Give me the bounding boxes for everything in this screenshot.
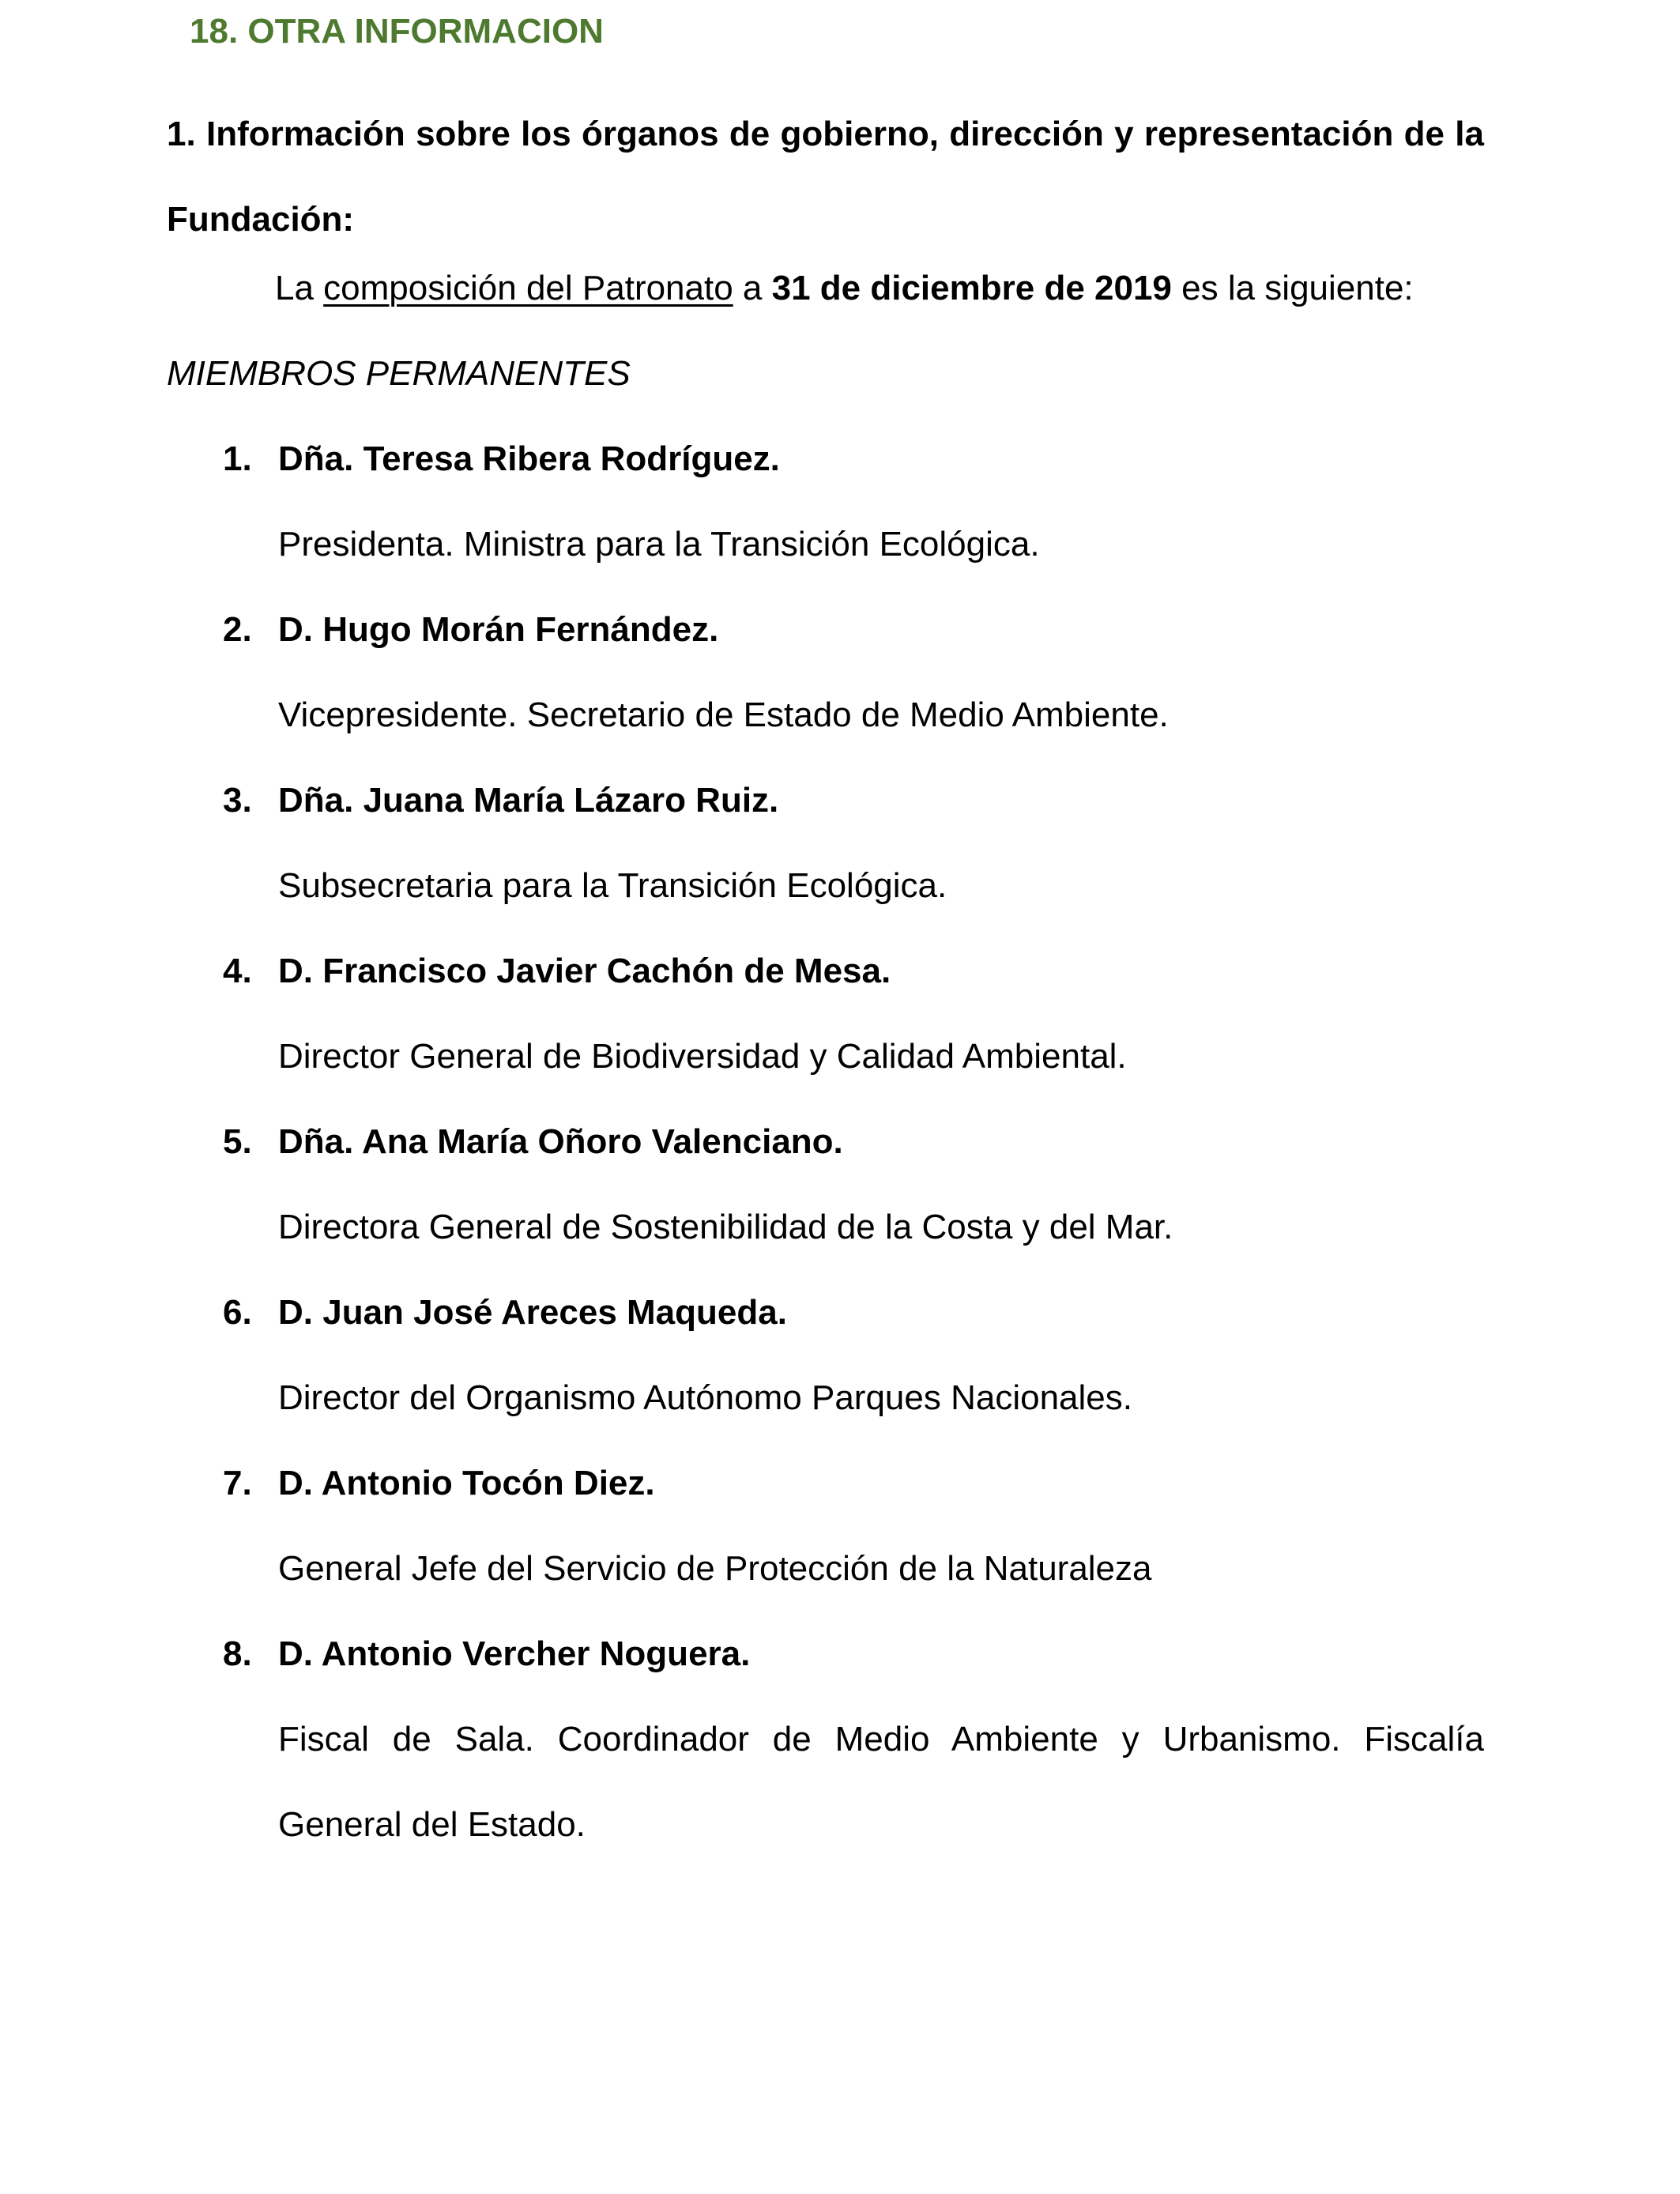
intro-prefix: La xyxy=(275,269,324,307)
intro-underlined: composición del Patronato xyxy=(323,269,733,307)
intro-paragraph xyxy=(275,265,1414,312)
member-role: Subsecretaria para la Transición Ecológica. xyxy=(278,866,947,905)
member-number: 2. xyxy=(223,610,252,649)
member-number: 5. xyxy=(223,1122,252,1161)
member-number: 3. xyxy=(223,781,252,820)
intro-suffix: es la siguiente: xyxy=(1171,269,1414,307)
member-name: Dña. Juana María Lázaro Ruiz. xyxy=(278,781,779,820)
intro-middle: a xyxy=(733,269,772,307)
member-name: D. Antonio Tocón Diez. xyxy=(278,1464,655,1502)
member-role: General Jefe del Servicio de Protección de la Naturaleza xyxy=(278,1549,1152,1588)
member-name: D. Antonio Vercher Noguera. xyxy=(278,1634,751,1673)
member-number: 4. xyxy=(223,952,252,990)
heading: 1. Información sobre los órganos de gobierno, dirección y representación de la Fundación: xyxy=(167,115,1484,239)
member-name: Dña. Ana María Oñoro Valenciano. xyxy=(278,1122,843,1161)
intro-date: 31 de diciembre de 2019 xyxy=(771,269,1172,307)
member-number: 1. xyxy=(223,439,252,478)
member-name: Dña. Teresa Ribera Rodríguez. xyxy=(278,439,780,478)
member-name: D. Juan José Areces Maqueda. xyxy=(278,1293,787,1332)
member-role: Fiscal de Sala. Coordinador de Medio Ambiente y Urbanismo. Fiscalía General del Estado. xyxy=(278,1720,1484,1844)
member-role: Director del Organismo Autónomo Parques Nacionales. xyxy=(278,1378,1132,1417)
member-number: 8. xyxy=(223,1634,252,1673)
member-role: Directora General de Sostenibilidad de la Costa y del Mar. xyxy=(278,1208,1173,1246)
member-name: D. Francisco Javier Cachón de Mesa. xyxy=(278,952,891,990)
member-number: 7. xyxy=(223,1464,252,1502)
member-number: 6. xyxy=(223,1293,252,1332)
member-role: Presidenta. Ministra para la Transición Ecológica. xyxy=(278,525,1040,564)
section-title: 18. OTRA INFORMACION xyxy=(190,12,604,51)
member-role: Director General de Biodiversidad y Calidad Ambiental. xyxy=(278,1037,1127,1076)
member-role: Vicepresidente. Secretario de Estado de Medio Ambiente. xyxy=(278,696,1169,734)
member-name: D. Hugo Morán Fernández. xyxy=(278,610,719,649)
subheading: MIEMBROS PERMANENTES xyxy=(167,354,631,393)
